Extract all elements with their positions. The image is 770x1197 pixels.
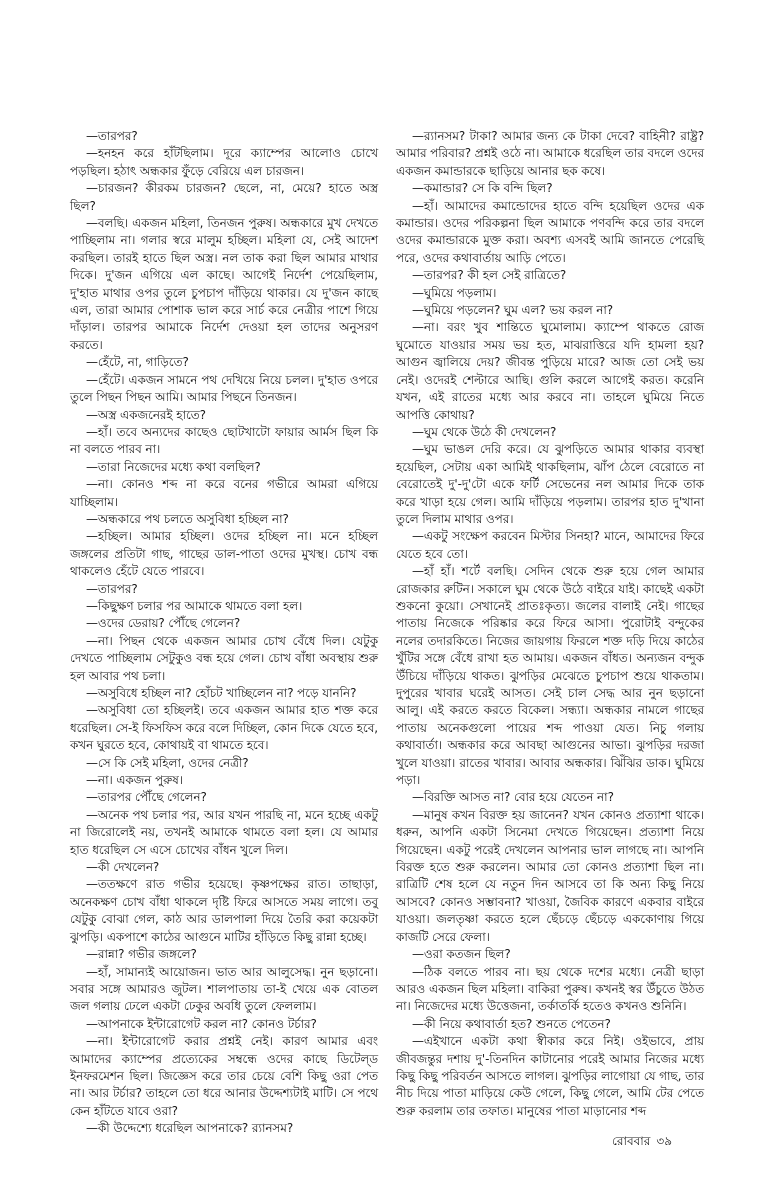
dialogue-paragraph: —ঘুম থেকে উঠে কী দেখলেন? [412, 424, 557, 439]
dialogue-paragraph: —আপনাকে ইন্টারোগেট করল না? কোনও টর্চার? [86, 1016, 317, 1031]
dialogue-paragraph: —হাঁ, সামান্যই আয়োজন। ভাত আর আলুসেদ্ধ। নুন ছড়ানো। সবার সঙ্গে আমারও জুটল। শালপাতায় তা-ই খেয়ে এক বোতল জল গলায় ঢেলে একটা ঢেকুর অবধি তুলে ফেললাম। [70, 964, 378, 1014]
dialogue-paragraph: —ঘুম ভাঙল দেরি করে। যে ঝুপড়িতে আমার থাকার ব্যবস্থা হয়েছিল, সেটায় একা আমিই থাকছিলাম, ঝাঁপ ঠেলে বেরোতে না বেরোতেই দু'-দু'টো একে ফর্টি সেভেনের নল আমার দিকে তাক করে খাড়া হয়ে গেল। আমি দাঁড়িয়ে পড়লাম। তারপর হাত দু'খানা তুলে দিলাম মাথার ওপর। [396, 442, 704, 526]
dialogue-paragraph: —হনহন করে হাঁটছিলাম। দূরে ক্যাম্পের আলোও চোখে পড়ছিল। হঠাৎ অন্ধকার ফুঁড়ে বেরিয়ে এল চারজন। [70, 146, 378, 178]
dialogue-paragraph: —ঠিক বলতে পারব না। ছয় থেকে দশের মধ্যে। নেত্রী ছাড়া আরও একজন ছিল মহিলা। বাকিরা পুরুষ। কখনই স্বর উঁচুতে উঠত না। নিজেদের মধ্যে উত্তেজনা, তর্কাতর্কি হতেও কখনও শুনিনি। [396, 964, 704, 1014]
dialogue-paragraph: —কী দেখলেন? [86, 860, 160, 875]
right-text-column [396, 128, 704, 1120]
dialogue-paragraph: —সে কি সেই মহিলা, ওদের নেত্রী? [86, 755, 249, 770]
dialogue-paragraph: —হাঁ। আমাদের কমান্ডোদের হাতে বন্দি হয়েছিল ওদের এক কমান্ডার। ওদের পরিকল্পনা ছিল আমাকে পণবন্দি করে তার বদলে ওদের কমান্ডারকে মুক্ত করা। অবশ্য এসবই আমি জানতে পেরেছি পরে, ওদের কথাবার্তায় আড়ি পেতে। [396, 198, 704, 265]
left-text-column [70, 128, 378, 1138]
dialogue-paragraph: —ঘুমিয়ে পড়লেন? ঘুম এল? ভয় করল না? [412, 303, 614, 318]
dialogue-paragraph: —ততক্ষণে রাত গভীর হয়েছে। কৃষ্ণপক্ষের রাত। তাছাড়া, অনেকক্ষণ চোখ বাঁধা থাকলে দৃষ্টি ফিরে আসতে সময় লাগে। তবু যেটুকু বোঝা গেল, কাঠ আর ডালপালা দিয়ে তৈরি করা কয়েকটা ঝুপড়ি। একপাশে কাঠের আগুনে মাটির হাঁড়িতে কিছু রান্না হচ্ছে। [70, 877, 378, 944]
dialogue-paragraph: —মানুষ কখন বিরক্ত হয় জানেন? যখন কোনও প্রত্যাশা থাকে। ধরুন, আপনি একটা সিনেমা দেখতে গিয়েছেন। প্রত্যাশা নিয়ে গিয়েছেন। একটু পরেই দেখলেন আপনার ভাল লাগছে না। আপনি বিরক্ত হতে শুরু করলেন। আমার তো কোনও প্রত্যাশা ছিল না। রাত্রিটি শেষ হলে যে নতুন দিন আসবে তা কি অন্য কিছু নিয়ে আসবে? কোনও সম্ভাবনা? খাওয়া, জৈবিক কারণে একবার বাইরে যাওয়া। জলতৃষ্ণা করতে হলে ছেঁচড়ে ছেঁচড়ে এককোণায় গিয়ে কাজটি সেরে ফেলা। [396, 807, 704, 944]
dialogue-paragraph: —হাঁ হাঁ। শর্টে বলছি। সেদিন থেকে শুরু হয়ে গেল আমার রোজকার রুটিন। সকালে ঘুম থেকে উঠে বাইরে যাই। কাছেই একটা শুকনো কুয়ো। সেখানেই প্রাতঃকৃত্য। জলের বালাই নেই। গাছের পাতায় নিজেকে পরিষ্কার করে ফিরে আসা। পুরোটাই বন্দুকের নলের তদারকিতে। নিজের জায়গায় ফিরলে শক্ত দড়ি দিয়ে কাঠের খুঁটির সঙ্গে বেঁধে রাখা হত আমায়। একজন বাঁধত। অন্যজন বন্দুক উঁচিয়ে দাঁড়িয়ে থাকত। ঝুপড়ির মেঝেতে চুপচাপ শুয়ে থাকতাম। দুপুরের খাবার ঘরেই আসত। সেই চাল সেদ্ধ আর নুন ছড়ানো আলু। এই করতে করতে বিকেল। সন্ধ্যা। অন্ধকার নামলে গাছের পাতায় অনেকগুলো পায়ের শব্দ পাওয়া যেত। নিচু গলায় কথাবার্তা। অন্ধকার করে আবছা আগুনের আভা। ঝুপড়ির দরজা খুলে যাওয়া। রাতের খাবার। আবার অন্ধকার। ঝিঁঝির ডাক। ঘুমিয়ে পড়া। [396, 564, 704, 788]
dialogue-paragraph: —ওরা কতজন ছিল? [412, 947, 511, 962]
dialogue-paragraph: —অসুবিধে হচ্ছিল না? হোঁচট খাচ্ছিলেন না? পড়ে যাননি? [86, 686, 357, 700]
dialogue-paragraph: —বিরক্তি আসত না? বোর হয়ে যেতেন না? [412, 790, 614, 805]
dialogue-paragraph: —একটু সংক্ষেপ করবেন মিস্টার সিনহা? মানে, আমাদের ফিরে যেতে হবে তো। [396, 529, 704, 561]
dialogue-paragraph: —না। পিছন থেকে একজন আমার চোখ বেঁধে দিল। যেটুকু দেখতে পাচ্ছিলাম সেটুকুও বন্ধ হয়ে গেল। চোখ বাঁধা অবস্থায় শুরু হল আবার পথ চলা। [70, 633, 378, 683]
dialogue-paragraph: —এইখানে একটা কথা স্বীকার করে নিই। ওইভাবে, প্রায় জীবজন্তুর দশায় দু'-তিনদিন কাটানোর পরেই আমার নিজের মধ্যে কিছু কিছু পরিবর্তন আসতে লাগল। ঝুপড়ির লাগোয়া যে গাছ, তার নীচ দিয়ে পাতা মাড়িয়ে কেউ গেলে, কিছু গেলে, আমি টের পেতে শুরু করলাম তার তফাত। মানুষের পাতা মাড়ানোর শব্দ [396, 1034, 704, 1118]
dialogue-paragraph: —কী নিয়ে কথাবার্তা হত? শুনতে পেতেন? [412, 1016, 611, 1031]
dialogue-paragraph: —অন্ধকারে পথ চলতে অসুবিধা হচ্ছিল না? [86, 511, 289, 526]
dialogue-paragraph: —অস্ত্র একজনেরই হাতে? [86, 407, 206, 422]
dialogue-paragraph: —তারপর? [86, 129, 138, 143]
dialogue-paragraph: —হাঁ। তবে অন্যদের কাছেও ছোটখাটো ফায়ার আর্মস ছিল কি না বলতে পারব না। [70, 424, 378, 457]
dialogue-paragraph: —অসুবিধা তো হচ্ছিলই। তবে একজন আমার হাত শক্ত করে ধরেছিল। সে-ই ফিসফিস করে বলে দিচ্ছিল, কোন দিকে যেতে হবে, কখন ঘুরতে হবে, কোথায়ই বা থামতে হবে। [70, 703, 378, 753]
dialogue-paragraph: —তারপর? [86, 581, 138, 596]
dialogue-paragraph: —না। ইন্টারোগেট করার প্রশ্নই নেই। কারণ আমার এবং আমাদের ক্যাম্পের প্রত্যেকের সম্বন্ধে ওদের কাছে ডিটেল্‌ড ইনফরমেশন ছিল। জিজ্ঞেস করে তার চেয়ে বেশি কিছু ওরা পেত না। আর টর্চার? তাহলে তো ধরে আনার উদ্দেশ্যটাই মাটি। সে পথে কেন হাঁটতে যাবে ওরা? [70, 1034, 378, 1118]
dialogue-paragraph: —চারজন? কীরকম চারজন? ছেলে, না, মেয়ে? হাতে অস্ত্র ছিল? [70, 181, 378, 213]
dialogue-paragraph: —না। কোনও শব্দ না করে বনের গভীরে আমরা এগিয়ে যাচ্ছিলাম। [70, 477, 378, 509]
page-number: ৩৯ [656, 1134, 672, 1148]
dialogue-paragraph: —অনেক পথ চলার পর, আর যখন পারছি না, মনে হচ্ছে একটু না জিরোলেই নয়, তখনই আমাকে থামতে বলা হল। যে আমার হাত ধরেছিল সে এসে চোখের বাঁধন খুলে দিল। [70, 807, 378, 857]
dialogue-paragraph: —হচ্ছিল। আমার হচ্ছিল। ওদের হচ্ছিল না। মনে হচ্ছিল জঙ্গলের প্রতিটা গাছ, গাছের ডাল-পাতা ওদের মুখস্থ। চোখ বন্ধ থাকলেও হেঁটে যেতে পারবে। [70, 529, 378, 579]
dialogue-paragraph: —তারপর? কী হল সেই রাত্রিতে? [412, 268, 567, 283]
footer-magazine-name: রোববার [612, 1134, 651, 1148]
dialogue-paragraph: —কমান্ডার? সে কি বন্দি ছিল? [412, 181, 553, 196]
dialogue-paragraph: —বলছি। একজন মহিলা, তিনজন পুরুষ। অন্ধকারে মুখ দেখতে পাচ্ছিলাম না। গলার স্বরে মালুম হচ্ছিল। মহিলা যে, সেই আদেশ করছিল। তারই হাতে ছিল অস্ত্র। নল তাক করা ছিল আমার মাথার দিকে। দু'জন এগিয়ে এল কাছে। আগেই নির্দেশ পেয়েছিলাম, দু'হাত মাথার ওপর তুলে চুপচাপ দাঁড়িয়ে থাকার। যে দু'জন কাছে এল, তারা আমার পোশাক ভাল করে সার্চ করে নেত্রীর পাশে গিয়ে দাঁড়াল। তারপর আমাকে নির্দেশ দেওয়া হল তাদের অনুসরণ করতে। [70, 216, 378, 352]
dialogue-paragraph: —তারপর পৌঁছে গেলেন? [86, 790, 207, 805]
dialogue-paragraph: —তারা নিজেদের মধ্যে কথা বলছিল? [86, 459, 261, 474]
dialogue-paragraph: —না। বরং খুব শান্তিতে ঘুমোলাম। ক্যাম্পে থাকতে রোজ ঘুমোতে যাওয়ার সময় ভয় হত, মাঝরাত্তিরে যদি হামলা হয়? আগুন জ্বালিয়ে দেয়? জীবন্ত পুড়িয়ে মারে? আজ তো সেই ভয় নেই। ওদেরই শেল্টারে আছি। গুলি করলে আগেই করত। করেনি যখন, এই রাতের মধ্যে আর করবে না। তাহলে ঘুমিয়ে নিতে আপত্তি কোথায়? [396, 320, 704, 422]
dialogue-paragraph: —র‍্যানসম? টাকা? আমার জন্য কে টাকা দেবে? বাহিনী? রাষ্ট্র? আমার পরিবার? প্রশ্নই ওঠে না। আমাকে ধরেছিল তার বদলে ওদের একজন কমান্ডারকে ছাড়িয়ে আনার ছক কষে। [396, 129, 704, 178]
dialogue-paragraph: —রান্না? গভীর জঙ্গলে? [86, 947, 197, 962]
dialogue-paragraph: —কিছুক্ষণ চলার পর আমাকে থামতে বলা হল। [86, 598, 303, 613]
dialogue-paragraph: —ঘুমিয়ে পড়লাম। [412, 285, 497, 300]
dialogue-paragraph: —কী উদ্দেশ্যে ধরেছিল আপনাকে? র‍্যানসম? [86, 1121, 294, 1136]
page-footer [612, 1133, 672, 1149]
dialogue-paragraph: —না। একজন পুরুষ। [86, 773, 183, 788]
dialogue-paragraph: —হেঁটে, না, গাড়িতে? [86, 355, 189, 370]
dialogue-paragraph: —ওদের ডেরায়? পৌঁছে গেলেন? [86, 616, 241, 631]
dialogue-paragraph: —হেঁটে। একজন সামনে পথ দেখিয়ে নিয়ে চলল। দু'হাত ওপরে তুলে পিছন পিছন আমি। আমার পিছনে তিনজন। [70, 372, 378, 405]
